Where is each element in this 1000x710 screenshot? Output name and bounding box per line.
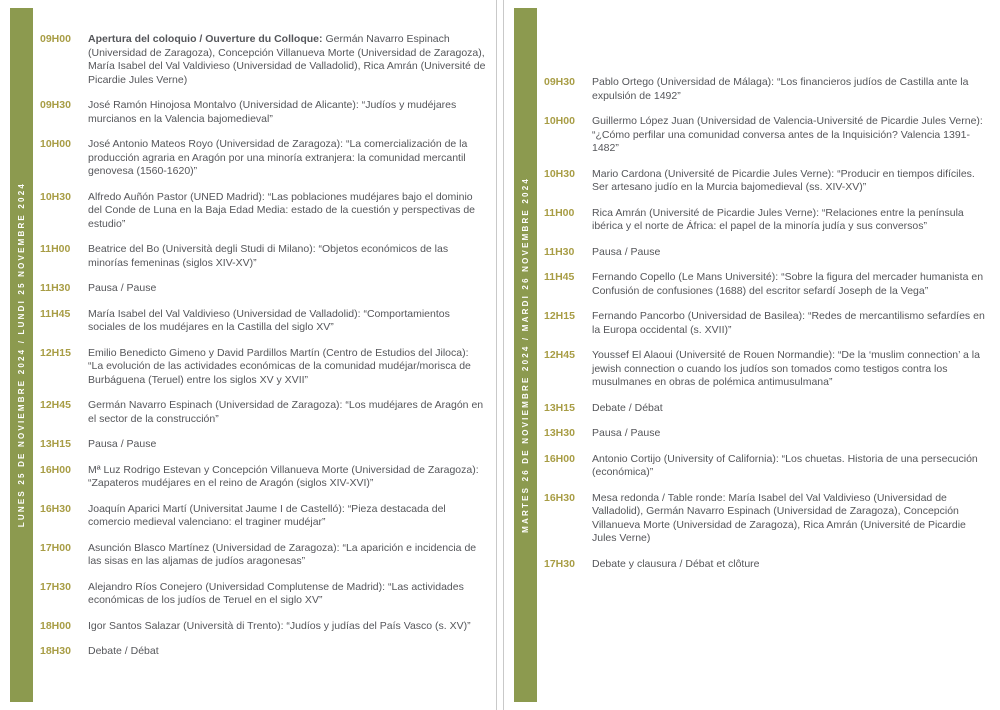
entry-text: Pausa / Pause [592, 427, 661, 439]
entry-description [592, 558, 990, 572]
entry-text: Debate / Débat [88, 645, 159, 657]
schedule-entry [544, 168, 990, 195]
schedule-entry [40, 542, 486, 569]
page-monday [0, 0, 497, 710]
entry-time: 13H30 [544, 427, 575, 439]
entry-description [88, 620, 486, 634]
schedule-entry [544, 207, 990, 234]
entry-description [88, 399, 486, 426]
day-band-monday [10, 8, 33, 702]
entry-text: Germán Navarro Espinach (Universidad de Zaragoza), Concepción Villanueva Morte (Universidad de Zaragoza), María Isabel del Val Valdivieso (Universidad de Valladolid), Rica Amrán (Université de Picardie Jules Verne) [88, 33, 486, 86]
schedule-entry [40, 243, 486, 270]
entry-time: 09H30 [544, 76, 575, 88]
entry-text: José Ramón Hinojosa Montalvo (Universidad de Alicante): “Judíos y mudéjares murcianos en la Valencia bajomedieval” [88, 99, 457, 125]
entry-description [88, 99, 486, 126]
entry-time: 17H30 [40, 580, 71, 593]
entry-text: José Antonio Mateos Royo (Universidad de Zaragoza): “La comercialización de la producción agraria en Aragón por una minoría extranjera: la comunidad mercantil genovesa (1560-1620)” [88, 138, 468, 177]
entry-description [88, 191, 486, 232]
entry-time: 10H00 [544, 115, 575, 127]
entry-description [592, 453, 990, 480]
entry-time: 12H15 [40, 346, 71, 359]
entry-lead: Apertura del coloquio / Ouverture du Colloque: [88, 33, 323, 45]
entry-time: 10H30 [544, 167, 575, 180]
schedule-entry [544, 427, 990, 441]
day-band-tuesday-label: MARTES 26 DE NOVIEMBRE 2024 / MARDI 26 NOVEMBRE 2024 [521, 177, 530, 533]
entry-text: Asunción Blasco Martínez (Universidad de Zaragoza): “La aparición e incidencia de las sisas en las aljamas de judíos aragonesas” [88, 541, 477, 567]
schedule-entry [40, 347, 486, 388]
schedule-entry [40, 438, 486, 452]
entry-time: 18H00 [40, 619, 71, 632]
schedule-entry [544, 349, 990, 390]
entry-text: Debate / Débat [592, 401, 663, 414]
entry-time: 11H00 [40, 243, 71, 255]
entry-description [88, 581, 486, 608]
entry-time: 13H15 [40, 438, 71, 450]
schedule-entry [40, 581, 486, 608]
entry-description [88, 33, 486, 87]
entry-text: Alejandro Ríos Conejero (Universidad Complutense de Madrid): “Las actividades económicas de los judíos de Teruel en el siglo XV” [88, 580, 464, 606]
entry-description [592, 246, 990, 260]
schedule-entry [40, 399, 486, 426]
entry-time: 10H00 [40, 138, 71, 150]
entry-text: Germán Navarro Espinach (Universidad de Zaragoza): “Los mudéjares de Aragón en el sector de la construcción” [88, 399, 484, 425]
page-tuesday [503, 0, 1000, 710]
entry-description [88, 542, 486, 569]
entry-time: 13H15 [544, 401, 575, 414]
entry-time: 17H00 [40, 541, 71, 554]
entry-description [88, 347, 486, 388]
schedule-monday [40, 0, 486, 659]
entry-text: Alfredo Auñón Pastor (UNED Madrid): “Las poblaciones mudéjares bajo el dominio del Conde de Luna en la Baja Edad Media: estado de la cuestión y perspectivas de estudio” [88, 190, 476, 230]
entry-time: 16H00 [544, 452, 575, 465]
entry-description [88, 282, 486, 296]
entry-text: Beatrice del Bo (Università degli Studi di Milano): “Objetos económicos de las minorías femeninas (siglos XIV-XV)” [88, 243, 449, 269]
entry-time: 12H15 [544, 310, 575, 322]
schedule-entry [40, 138, 486, 179]
entry-text: Mario Cardona (Université de Picardie Jules Verne): “Producir en tiempos difíciles. Ser artesano judío en la Murcia bajomedieval (ss. XIV-XV)” [592, 167, 975, 193]
entry-text: Pausa / Pause [592, 245, 661, 258]
entry-text: Pausa / Pause [88, 282, 157, 294]
schedule-entry [40, 620, 486, 634]
entry-time: 10H30 [40, 190, 71, 203]
entry-description [592, 402, 990, 416]
schedule-entry [40, 645, 486, 659]
entry-time: 09H00 [40, 33, 71, 45]
schedule-entry [544, 558, 990, 572]
entry-description [88, 308, 486, 335]
entry-description [592, 310, 990, 337]
schedule-entry [40, 99, 486, 126]
entry-time: 09H30 [40, 99, 71, 111]
entry-text: Igor Santos Salazar (Università di Trento): “Judíos y judías del País Vasco (s. XV)” [88, 619, 471, 632]
entry-text: Fernando Pancorbo (Universidad de Basilea): “Redes de mercantilismo sefardíes en la Europa occidental (s. XVII)” [592, 310, 985, 336]
schedule-entry [544, 115, 990, 156]
entry-text: Antonio Cortijo (University of California): “Los chuetas. Historia de una persecución (económica)” [592, 452, 978, 478]
entry-description [592, 271, 990, 298]
entry-time: 18H30 [40, 645, 71, 657]
entry-time: 12H45 [40, 399, 71, 411]
day-band-monday-label: LUNES 25 DE NOVIEMBRE 2024 / LUNDI 25 NOVEMBRE 2024 [17, 182, 26, 528]
entry-description [592, 168, 990, 195]
entry-text: Rica Amrán (Université de Picardie Jules Verne): “Relaciones entre la península ibérica y el norte de África: el papel de la minoría judía y sus conversos” [592, 206, 964, 232]
entry-text: Pausa / Pause [88, 438, 157, 450]
schedule-entry [40, 191, 486, 232]
schedule-entry [544, 271, 990, 298]
entry-time: 11H30 [544, 245, 575, 258]
schedule-entry [40, 282, 486, 296]
entry-text: Guillermo López Juan (Universidad de Valencia-Université de Picardie Jules Verne): “¿Cómo perfilar una comunidad conversa antes de la Inquisición? Valencia 1391-1482” [592, 115, 983, 154]
entry-text: Youssef El Alaoui (Université de Rouen Normandie): “De la ‘muslim connection’ a la jewish connection o cuando los judíos son tomados como testigos contra los musulmanes en obras de polémica antimusulmana” [592, 349, 980, 388]
entry-description [592, 427, 990, 441]
entry-text: María Isabel del Val Valdivieso (Universidad de Valladolid): “Comportamientos sociales de los mudéjares en la Castilla del siglo XV” [88, 307, 450, 333]
schedule-entry [544, 453, 990, 480]
entry-description [592, 492, 990, 546]
entry-time: 11H00 [544, 206, 575, 219]
schedule-entry [40, 503, 486, 530]
entry-time: 16H00 [40, 463, 71, 476]
entry-time: 11H30 [40, 282, 71, 294]
day-band-tuesday [514, 8, 537, 702]
entry-time: 11H45 [544, 271, 575, 283]
entry-description [88, 503, 486, 530]
entry-text: Fernando Copello (Le Mans Université): “Sobre la figura del mercader humanista en Confusión de confusiones (1688) del escritor sefardí Joseph de la Vega” [592, 271, 984, 297]
schedule-entry [544, 492, 990, 546]
entry-description [592, 349, 990, 390]
entry-description [592, 76, 990, 103]
schedule-entry [544, 246, 990, 260]
entry-text: Mª Luz Rodrigo Estevan y Concepción Villanueva Morte (Universidad de Zaragoza): “Zapateros mudéjares en el reino de Aragón (siglos XIV-XVI)” [88, 463, 479, 489]
entry-text: Emilio Benedicto Gimeno y David Pardillos Martín (Centro de Estudios del Jiloca): “La evolución de las actividades económicas de la comunidad mudéjar/morisca de Burbáguena (Teruel) entre los siglos XV y XVII” [88, 346, 471, 386]
entry-time: 16H30 [40, 502, 71, 515]
schedule-entry [544, 76, 990, 103]
schedule-entry [544, 402, 990, 416]
entry-description [88, 243, 486, 270]
entry-description [88, 438, 486, 452]
entry-description [592, 207, 990, 234]
entry-text: Mesa redonda / Table ronde: María Isabel del Val Valdivieso (Universidad de Valladolid), Germán Navarro Espinach (Universidad de Zaragoza), Concepción Villanueva Morte (Universidad de Zaragoza), Rica Amrán (Université de Picardie Jules Verne) [592, 491, 966, 544]
entry-time: 12H45 [544, 349, 575, 361]
entry-time: 11H45 [40, 307, 71, 320]
entry-time: 17H30 [544, 557, 575, 570]
entry-description [88, 645, 486, 659]
schedule-entry [40, 464, 486, 491]
entry-text: Joaquín Aparici Martí (Universitat Jaume I de Castelló): “Pieza destacada del comercio medieval valenciano: el traginer mudéjar” [88, 502, 446, 528]
entry-time: 16H30 [544, 491, 575, 504]
schedule-entry [40, 33, 486, 87]
schedule-entry [544, 310, 990, 337]
schedule-tuesday [544, 0, 990, 571]
entry-description [88, 464, 486, 491]
schedule-entry [40, 308, 486, 335]
entry-description [88, 138, 486, 179]
entry-text: Pablo Ortego (Universidad de Málaga): “Los financieros judíos de Castilla ante la expulsión de 1492” [592, 76, 969, 102]
entry-text: Debate y clausura / Débat et clôture [592, 557, 760, 570]
entry-description [592, 115, 990, 156]
